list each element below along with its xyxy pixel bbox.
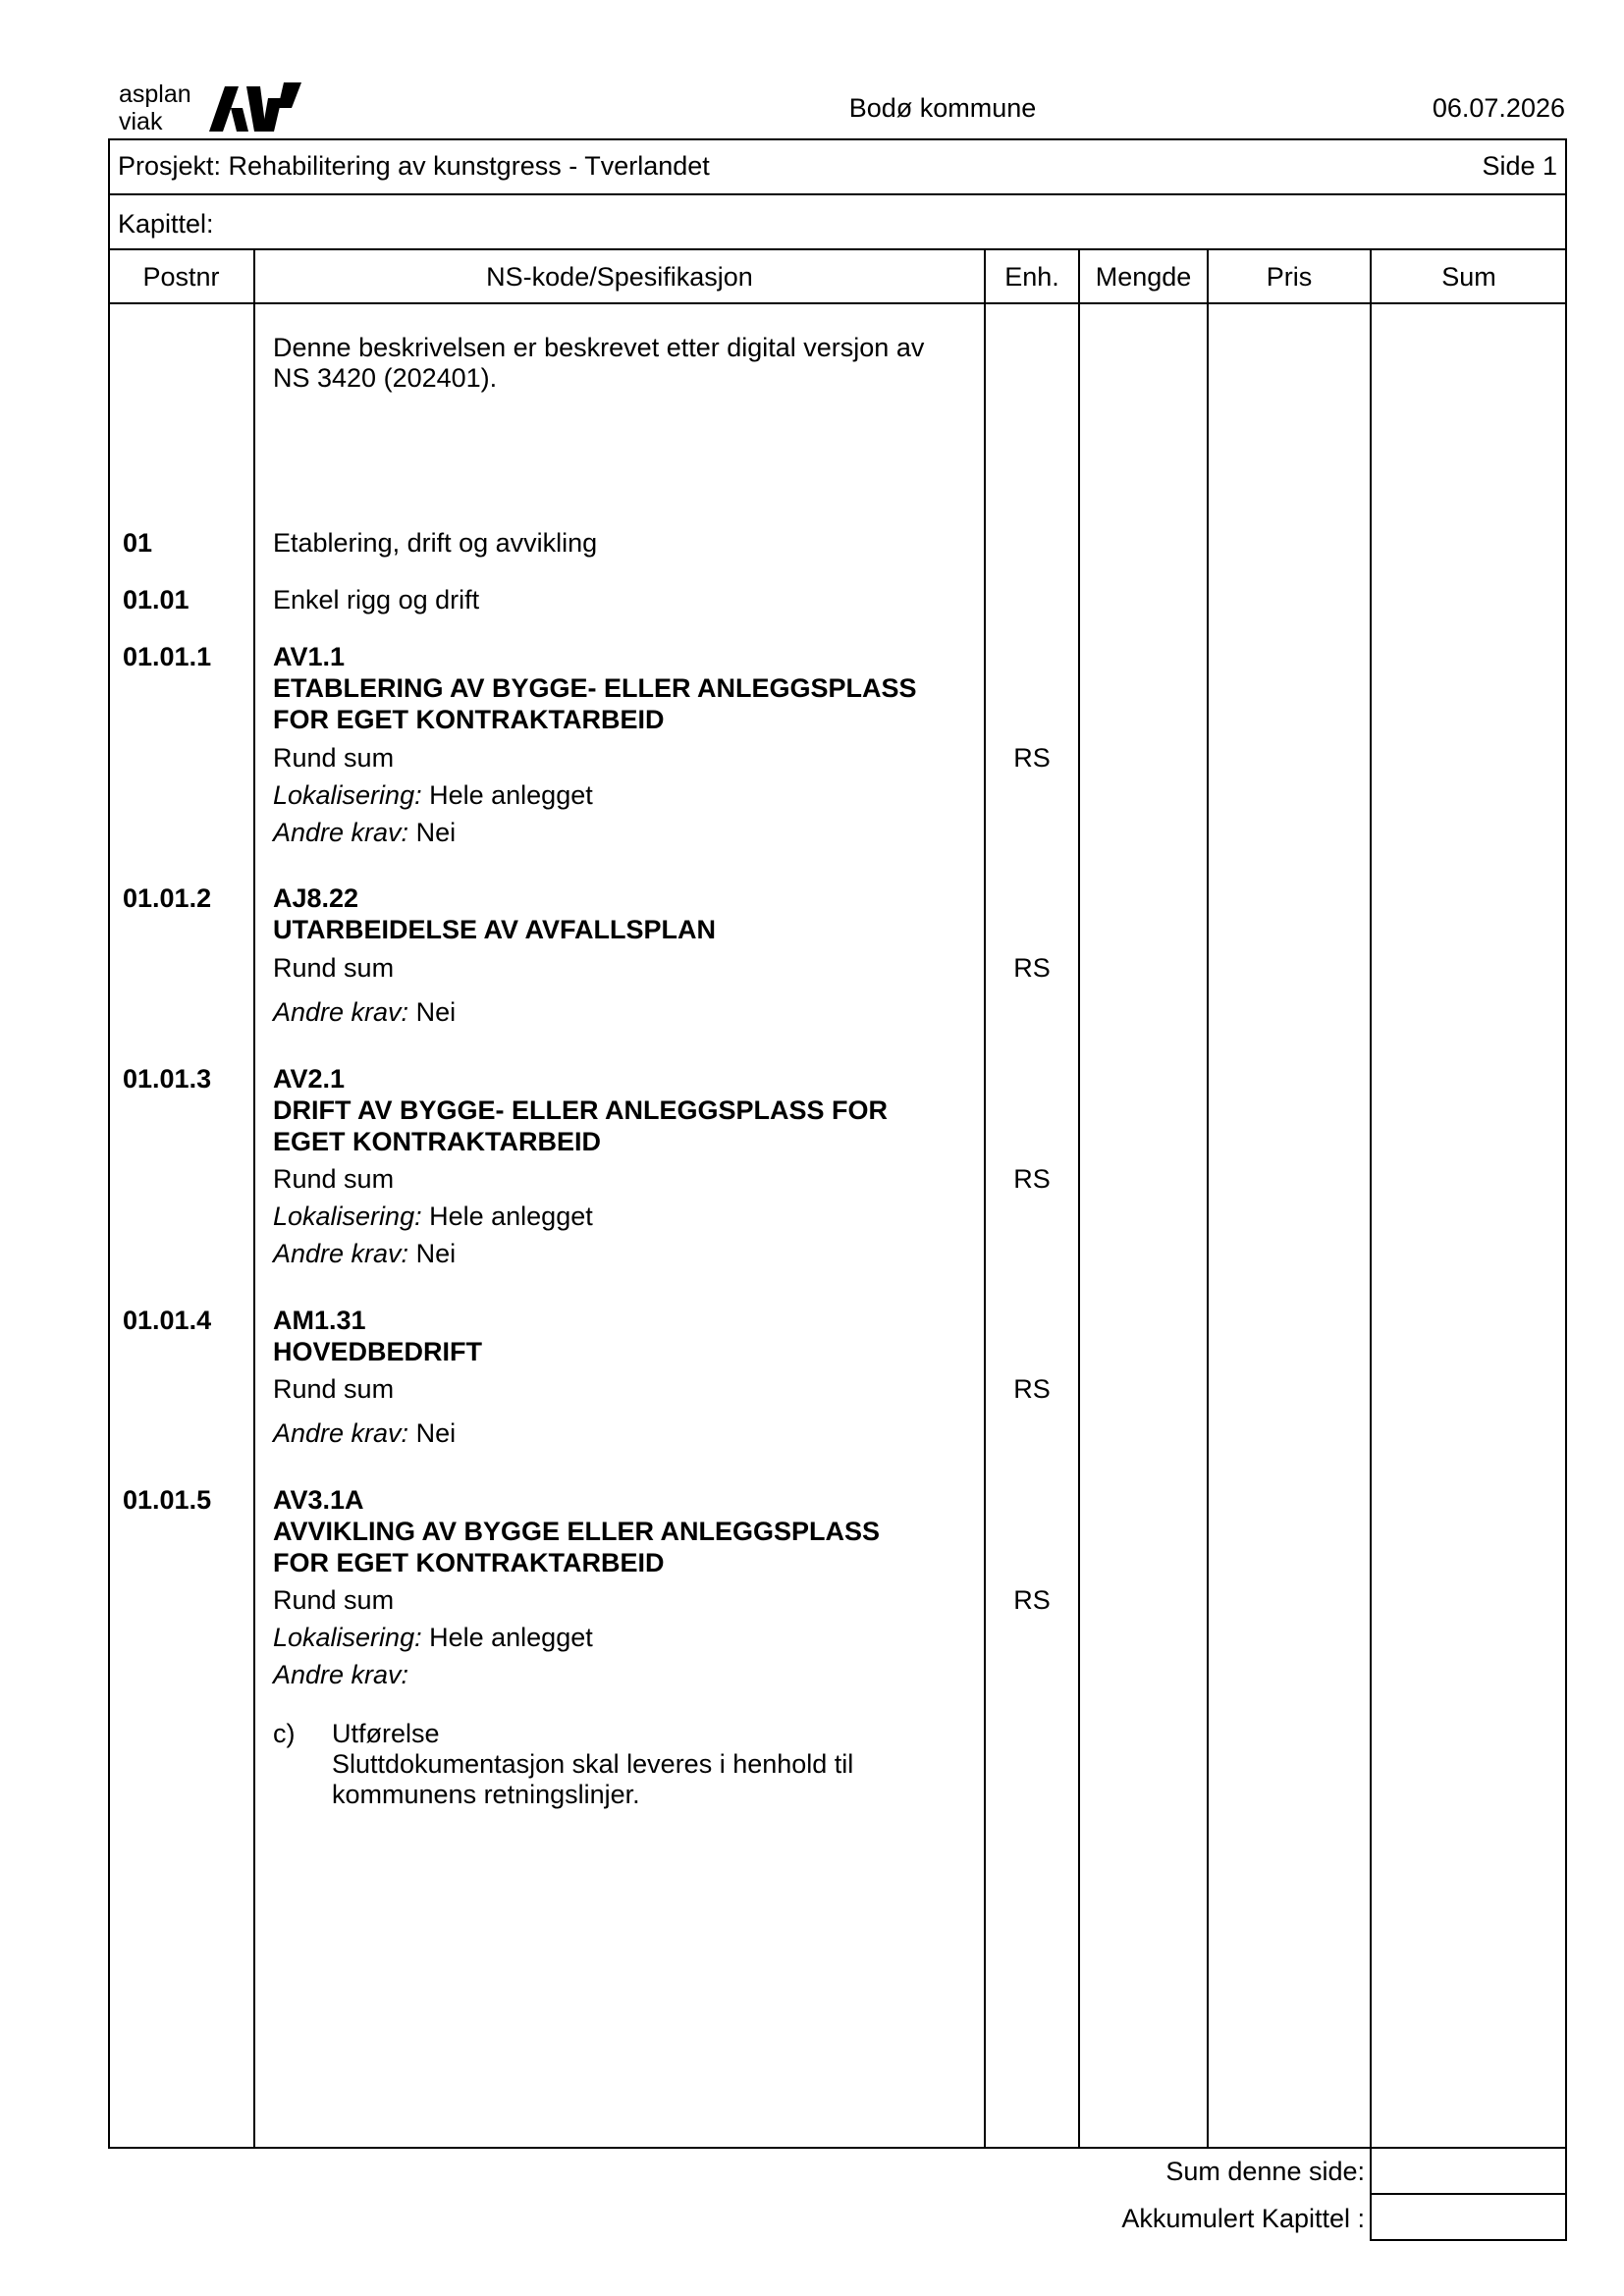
divider-project	[108, 193, 1567, 195]
sub-item-text: Sluttdokumentasjon skal leveres i henhold til	[332, 1749, 854, 1779]
divider-chapter	[108, 248, 1567, 250]
item-quantity-text: Rund sum	[273, 1164, 395, 1194]
item-number: 01.01.1	[123, 642, 212, 671]
requirements-value: Nei	[415, 818, 457, 847]
column-divider-postnr	[253, 248, 255, 2149]
location-value: Hele anlegget	[429, 1623, 593, 1652]
location-label: Lokalisering:	[273, 1201, 422, 1231]
item-unit: RS	[1013, 953, 1051, 983]
requirements-value: Nei	[415, 1239, 457, 1268]
item-title: EGET KONTRAKTARBEID	[273, 1127, 601, 1156]
item-unit: RS	[1013, 1164, 1051, 1194]
requirements-value: Nei	[415, 1418, 457, 1448]
item-location	[273, 779, 593, 811]
logo-mark-icon	[209, 82, 301, 132]
item-other-requirements	[273, 996, 456, 1028]
item-ns-code: AV2.1	[273, 1064, 346, 1094]
section-title: Etablering, drift og avvikling	[273, 528, 598, 558]
item-title: ETABLERING AV BYGGE- ELLER ANLEGGSPLASS	[273, 673, 917, 703]
item-ns-code: AV3.1A	[273, 1485, 364, 1515]
item-unit: RS	[1013, 743, 1051, 773]
sum-this-page-label: Sum denne side:	[1165, 2157, 1365, 2186]
item-unit: RS	[1013, 1374, 1051, 1404]
item-title: HOVEDBEDRIFT	[273, 1337, 483, 1366]
intro-line-2: NS 3420 (202401).	[273, 363, 498, 393]
chapter-label: Kapittel:	[118, 209, 214, 239]
item-ns-code: AV1.1	[273, 642, 346, 671]
location-label: Lokalisering:	[273, 780, 422, 810]
item-unit: RS	[1013, 1585, 1051, 1615]
document-date: 06.07.2026	[1432, 93, 1565, 123]
subsection-number: 01.01	[123, 585, 189, 614]
requirements-label: Andre krav:	[273, 1660, 409, 1689]
intro-line-1: Denne beskrivelsen er beskrevet etter digital versjon av	[273, 333, 925, 362]
column-divider-price	[1370, 248, 1372, 2149]
organization-name: Bodø kommune	[848, 93, 1037, 123]
divider-column-header	[108, 302, 1567, 304]
item-other-requirements	[273, 817, 456, 848]
column-header-qty: Mengde	[1095, 262, 1192, 292]
column-header-unit: Enh.	[1004, 262, 1059, 292]
accumulated-chapter-label: Akkumulert Kapittel :	[1121, 2204, 1365, 2233]
item-quantity-text: Rund sum	[273, 953, 395, 983]
item-number: 01.01.5	[123, 1485, 212, 1515]
asplan-viak-logo	[119, 79, 305, 137]
item-title: UTARBEIDELSE AV AVFALLSPLAN	[273, 915, 717, 944]
subsection-title: Enkel rigg og drift	[273, 585, 480, 614]
item-location	[273, 1201, 593, 1232]
column-header-sum: Sum	[1441, 262, 1496, 292]
item-quantity-text: Rund sum	[273, 1374, 395, 1404]
location-label: Lokalisering:	[273, 1623, 422, 1652]
item-quantity-text: Rund sum	[273, 743, 395, 773]
item-number: 01.01.2	[123, 883, 212, 913]
item-ns-code: AM1.31	[273, 1306, 366, 1335]
requirements-label: Andre krav:	[273, 1239, 409, 1268]
requirements-value: Nei	[415, 997, 457, 1027]
item-other-requirements	[273, 1417, 456, 1449]
column-header-price: Pris	[1266, 262, 1313, 292]
item-other-requirements	[273, 1238, 456, 1269]
item-location	[273, 1622, 593, 1653]
logo-text-viak: viak	[119, 108, 163, 135]
project-title: Prosjekt: Rehabilitering av kunstgress - Tverlandet	[118, 151, 710, 181]
column-divider-spec	[984, 248, 986, 2149]
item-title: AVVIKLING AV BYGGE ELLER ANLEGGSPLASS	[273, 1517, 881, 1546]
item-number: 01.01.4	[123, 1306, 212, 1335]
sum-box-divider	[1370, 2193, 1567, 2195]
requirements-label: Andre krav:	[273, 818, 409, 847]
requirements-label: Andre krav:	[273, 1418, 409, 1448]
column-header-postnr: Postnr	[142, 262, 220, 292]
item-title: DRIFT AV BYGGE- ELLER ANLEGGSPLASS FOR	[273, 1095, 889, 1125]
column-divider-qty	[1207, 248, 1209, 2149]
column-header-spec: NS-kode/Spesifikasjon	[486, 262, 753, 292]
sub-item-title: Utførelse	[332, 1719, 440, 1748]
location-value: Hele anlegget	[429, 1201, 593, 1231]
item-title: FOR EGET KONTRAKTARBEID	[273, 705, 665, 734]
sub-item-text: kommunens retningslinjer.	[332, 1780, 640, 1809]
column-divider-unit	[1078, 248, 1080, 2149]
item-number: 01.01.3	[123, 1064, 212, 1094]
sub-item-marker: c)	[273, 1719, 296, 1748]
section-number: 01	[123, 528, 153, 558]
requirements-label: Andre krav:	[273, 997, 409, 1027]
item-quantity-text: Rund sum	[273, 1585, 395, 1615]
item-ns-code: AJ8.22	[273, 883, 359, 913]
location-value: Hele anlegget	[429, 780, 593, 810]
logo-text-asplan: asplan	[119, 80, 191, 108]
item-title: FOR EGET KONTRAKTARBEID	[273, 1548, 665, 1577]
page-number: Side 1	[1482, 151, 1557, 181]
